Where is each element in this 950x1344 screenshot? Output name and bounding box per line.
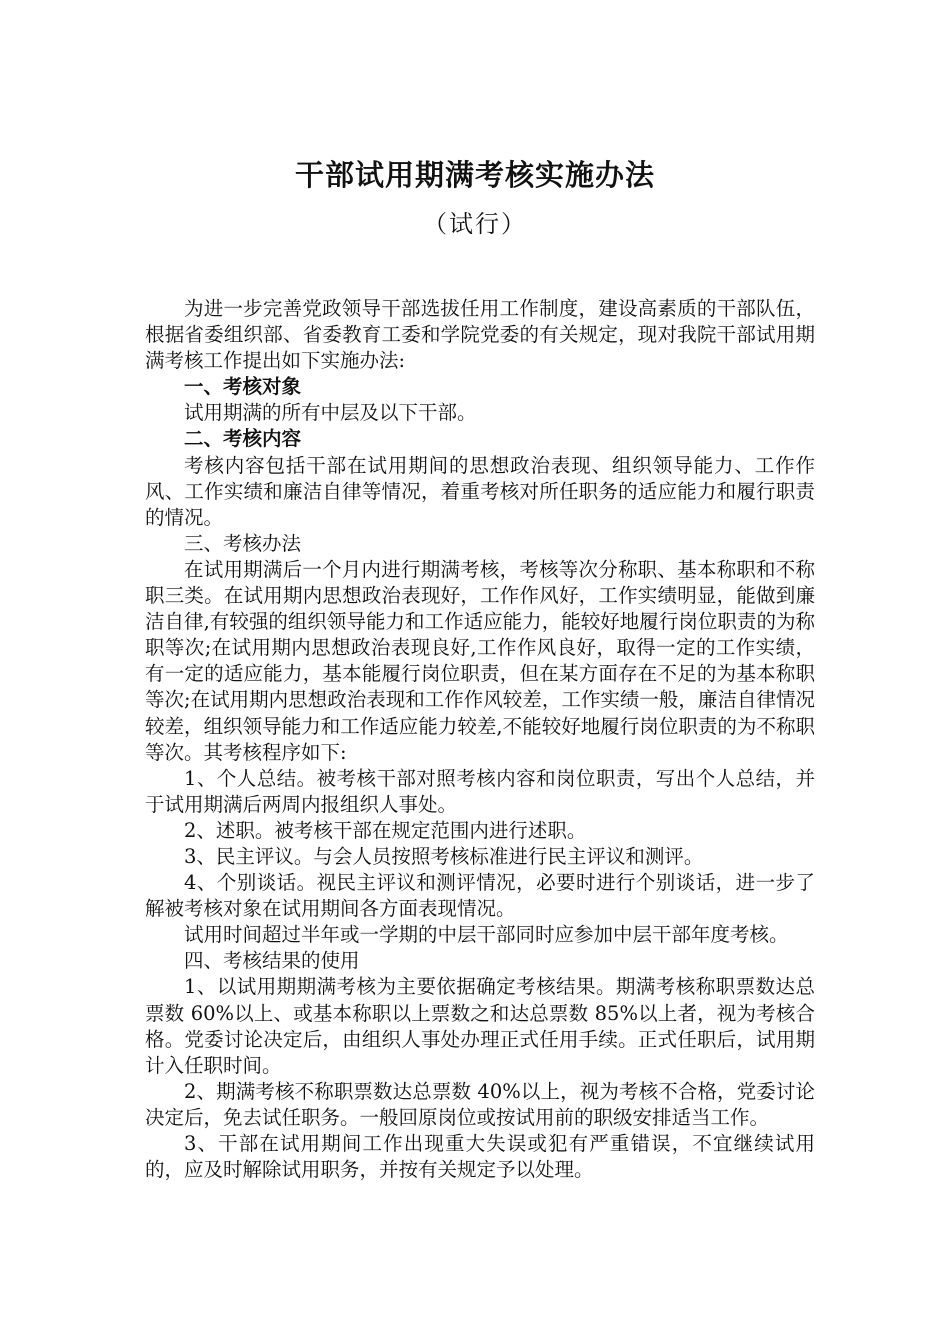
- method-item-interview: 4、个别谈话。视民主评议和测评情况，必要时进行个别谈话，进一步了解被考核对象在试用期间各方面表现情况。: [145, 871, 815, 921]
- document-body: [145, 296, 815, 1183]
- results-item-qualified: 1、以试用期期满考核为主要依据确定考核结果。期满考核称职票数达总票数 60%以上、或基本称职以上票数之和达总票数 85%以上者，视为考核合格。党委讨论决定后，由组织人事处办理正式任用手续。正式任职后，试用期计入任职时间。: [145, 975, 815, 1077]
- method-item-summary: 1、个人总结。被考核干部对照考核内容和岗位职责，写出个人总结，并于试用期满后两周内报组织人事处。: [145, 766, 815, 816]
- method-item-report: 2、述职。被考核干部在规定范围内进行述职。: [184, 818, 587, 842]
- section-target-text: 试用期满的所有中层及以下干部。: [184, 401, 477, 425]
- method-note: 试用时间超过半年或一学期的中层干部同时应参加中层干部年度考核。: [184, 923, 789, 947]
- document-subtitle: （试行）: [423, 210, 527, 238]
- section-heading-results: 四、考核结果的使用: [184, 949, 360, 973]
- section-heading-target: 一、考核对象: [184, 375, 302, 399]
- section-heading-method: 三、考核办法: [184, 531, 302, 555]
- results-item-unqualified: 2、期满考核不称职票数达总票数 40%以上，视为考核不合格，党委讨论决定后，免去试任职务。一般回原岗位或按试用前的职级安排适当工作。: [145, 1079, 815, 1129]
- method-item-evaluation: 3、民主评议。与会人员按照考核标准进行民主评议和测评。: [184, 844, 704, 868]
- section-method-text: 在试用期满后一个月内进行期满考核，考核等次分称职、基本称职和不称职三类。在试用期内思想政治表现好，工作作风好，工作实绩明显，能做到廉洁自律,有较强的组织领导能力和工作适应能力，能较好地履行岗位职责的为称职等次;在试用期内思想政治表现良好,工作作风良好，取得一定的工作实绩，有一定的适应能力，基本能履行岗位职责，但在某方面存在不足的为基本称职等次;在试用期内思想政治表现和工作作风较差，工作实绩一般，廉洁自律情况较差，组织领导能力和工作适应能力较差,不能较好地履行岗位职责的为不称职等次。其考核程序如下:: [145, 557, 815, 764]
- section-content-text: 考核内容包括干部在试用期间的思想政治表现、组织领导能力、工作作风、工作实绩和廉洁自律等情况，着重考核对所任职务的适应能力和履行职责的情况。: [145, 453, 815, 529]
- results-item-dismissal: 3、干部在试用期间工作出现重大失误或犯有严重错误，不宜继续试用的，应及时解除试用职务，并按有关规定予以处理。: [145, 1132, 815, 1182]
- intro-paragraph: 为进一步完善党政领导干部选拔任用工作制度，建设高素质的干部队伍，根据省委组织部、省委教育工委和学院党委的有关规定，现对我院干部试用期满考核工作提出如下实施办法:: [145, 297, 815, 373]
- section-heading-content: 二、考核内容: [184, 427, 302, 451]
- document-title: 干部试用期满考核实施办法: [294, 158, 655, 192]
